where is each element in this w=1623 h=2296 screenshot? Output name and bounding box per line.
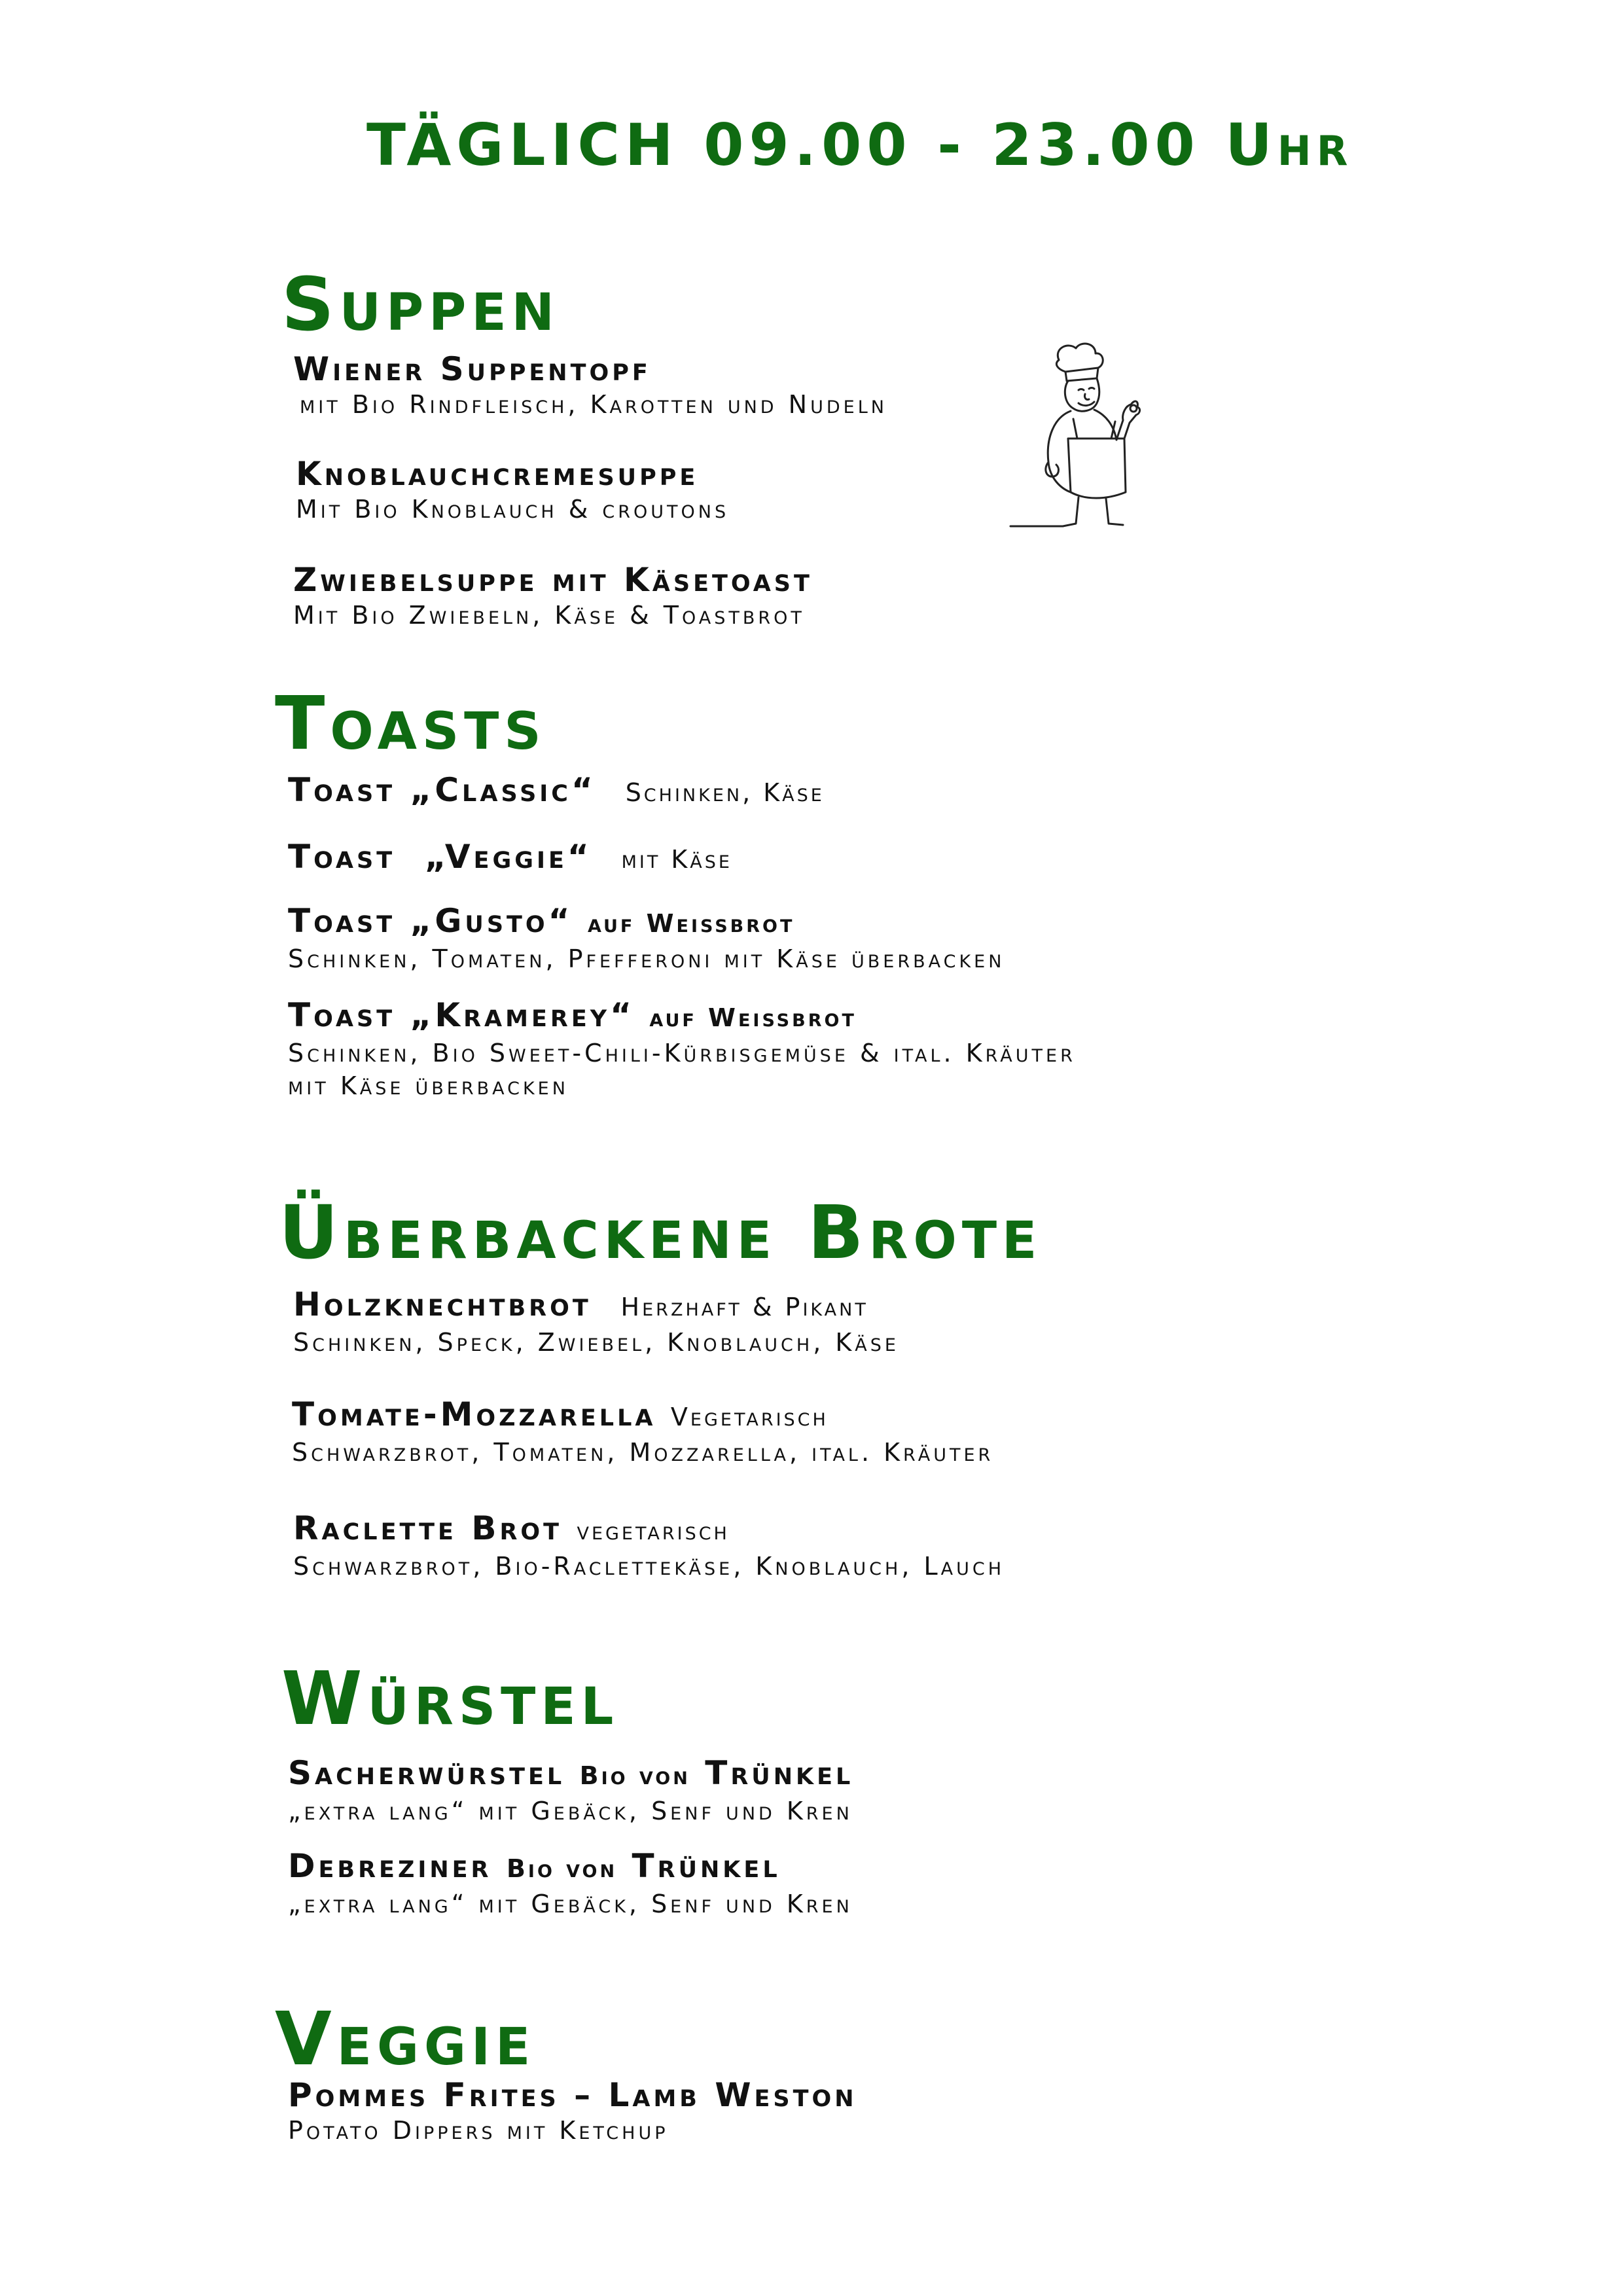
menu-item-toast-classic: [288, 771, 825, 812]
item-description: Schinken, Bio Sweet-Chili-Kürbisgemüse & ital. Kräuter: [288, 1039, 1076, 1067]
item-note: auf Weissbrot: [649, 1003, 857, 1032]
item-description: mit Bio Rindfleisch, Karotten und Nudeln: [300, 390, 887, 419]
menu-item-debreziner: [288, 1847, 853, 1920]
menu-item-toast-veggie: [288, 838, 732, 878]
item-description: Potato Dippers mit Ketchup: [288, 2116, 669, 2145]
item-note: auf Weissbrot: [587, 909, 795, 938]
item-description: „extra lang“ mit Gebäck, Senf und Kren: [288, 1797, 853, 1825]
item-description: Schwarzbrot, Tomaten, Mozzarella, ital. Kräuter: [292, 1438, 994, 1467]
item-note: Vegetarisch: [670, 1403, 829, 1431]
menu-item-zwiebelsuppe: [293, 561, 813, 632]
section-title-ueberbackene-brote: Überbackene Brote: [279, 1191, 1043, 1276]
menu-item-holzknechtbrot: [293, 1285, 899, 1359]
item-title: Holzknechtbrot Herzhaft & Pikant: [293, 1285, 868, 1323]
item-description: Schinken, Speck, Zwiebel, Knoblauch, Käse: [293, 1328, 899, 1357]
item-title: Sacherwürstel Bio von Trünkel: [288, 1754, 854, 1792]
item-title: Toast „Veggie“ mit Käse: [288, 838, 732, 876]
menu-item-pommes-frites: [288, 2076, 857, 2147]
item-title: Toast „Kramerey“ auf Weissbrot: [288, 996, 857, 1034]
menu-item-toast-gusto: [288, 902, 1005, 975]
item-note: Bio von: [579, 1761, 690, 1790]
menu-item-toast-kramerey: [288, 996, 1076, 1102]
item-description: Mit Bio Knoblauch & croutons: [296, 495, 730, 524]
menu-item-wiener-suppentopf: [293, 350, 887, 421]
item-title: Zwiebelsuppe mit Käsetoast: [293, 561, 813, 599]
item-title: Toast „Gusto“ auf Weissbrot: [288, 902, 795, 940]
item-description: Mit Bio Zwiebeln, Käse & Toastbrot: [293, 601, 805, 630]
item-title: Knoblauchcremesuppe: [296, 455, 699, 493]
menu-item-sacherwuerstel: [288, 1754, 853, 1827]
item-title: Debreziner Bio von Trünkel: [288, 1847, 781, 1885]
section-title-veggie: Veggie: [275, 1997, 536, 2082]
item-description: mit Käse überbacken: [288, 1071, 569, 1100]
chef-illustration-icon: [1008, 340, 1178, 537]
item-note: Bio von: [506, 1854, 618, 1883]
item-description: Schinken, Tomaten, Pfefferoni mit Käse überbacken: [288, 944, 1005, 973]
item-note: Schinken, Käse: [625, 778, 825, 807]
item-description: Schwarzbrot, Bio-Raclettekäse, Knoblauch, Lauch: [293, 1552, 1005, 1581]
menu-item-knoblauchcremesuppe: [296, 455, 729, 526]
section-title-suppen: Suppen: [281, 262, 560, 348]
item-note: vegetarisch: [577, 1516, 730, 1545]
menu-item-raclette-brot: [293, 1509, 1005, 1583]
item-title: Wiener Suppentopf: [293, 350, 651, 388]
opening-hours: TÄGLICH 09.00 - 23.00 Uhr: [366, 111, 1353, 179]
item-title: Tomate-Mozzarella Vegetarisch: [292, 1395, 829, 1433]
item-title: Pommes Frites – Lamb Weston: [288, 2076, 857, 2114]
item-note: Herzhaft & Pikant: [620, 1293, 868, 1321]
section-title-wuerstel: Würstel: [281, 1657, 619, 1742]
menu-item-tomate-mozzarella: [292, 1395, 993, 1469]
section-title-toasts: Toasts: [275, 681, 546, 766]
item-description: „extra lang“ mit Gebäck, Senf und Kren: [288, 1890, 853, 1918]
item-title: Toast „Classic“ Schinken, Käse: [288, 771, 825, 809]
item-title: Raclette Brot vegetarisch: [293, 1509, 730, 1547]
item-note: mit Käse: [621, 845, 732, 874]
